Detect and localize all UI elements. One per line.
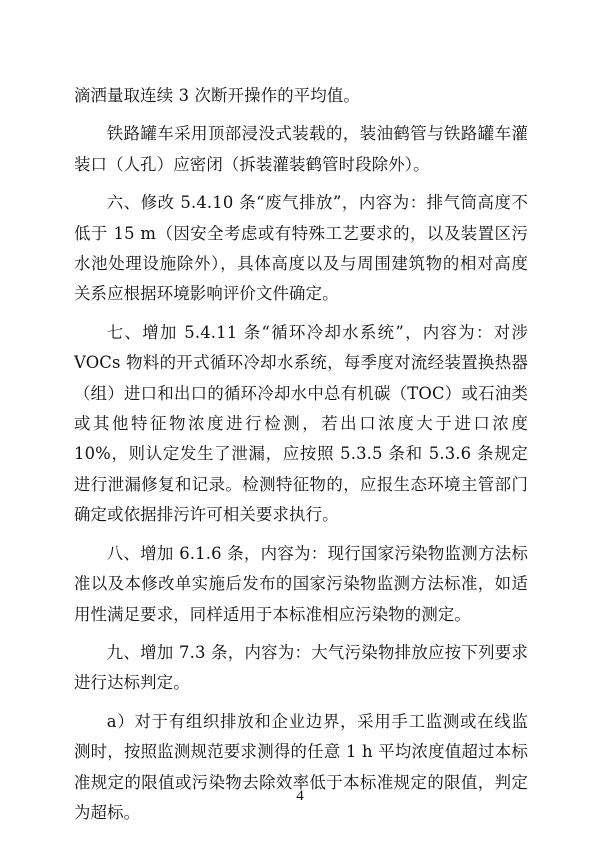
paragraph-gap <box>74 699 528 707</box>
paragraph-gap <box>74 180 528 188</box>
paragraph-item-9: 九、增加 7.3 条，内容为：大气污染物排放应按下列要求进行达标判定。 <box>74 642 528 693</box>
paragraph-railway-tank-loading: 铁路罐车采用顶部浸没式装载的，装油鹤管与铁路罐车灌装口（人孔）应密闭（拆装灌装鹤管时段除外）。 <box>74 124 528 174</box>
paragraph-gap <box>74 630 528 638</box>
paragraph-item-6: 六、修改 5.4.10 条“废气排放”，内容为：排气筒高度不低于 15 m（因安全考虑或有特殊工艺要求的，以及装置区污水池处理设施除外），具体高度以及与周围建筑物的相对高度关系应根据环境影响评价文件确定。 <box>74 193 528 304</box>
paragraph-continuation: 滴洒量取连续 3 次断开操作的平均值。 <box>74 86 360 105</box>
paragraph-gap <box>74 531 528 539</box>
paragraph-item-7: 七、增加 5.4.11 条“循环冷却水系统”，内容为：对涉 VOCs 物料的开式循环冷却水系统，每季度对流经装置换热器（组）进口和出口的循环冷却水中总有机碳（TOC）或石油类或其他特征物浓度进行检测，若出口浓度大于进口浓度 10%，则认定发生了泄漏，应按照 5.3.5 条和 5.3.6 条规定进行泄漏修复和记录。检测特征物的，应报生态环境主管部门确定或依据排污许可相关要求执行。 <box>74 322 528 525</box>
paragraph-gap <box>74 111 528 119</box>
paragraph-item-9a: a）对于有组织排放和企业边界，采用手工监测或在线监测时，按照监测规范要求测得的任意 1 h 平均浓度值超过本标准规定的限值或污染物去除效率低于本标准规定的限值，判定为超标。 <box>74 711 528 822</box>
paragraph-item-8: 八、增加 6.1.6 条，内容为：现行国家污染物监测方法标准以及本修改单实施后发布的国家污染物监测方法标准，如适用性满足要求，同样适用于本标准相应污染物的测定。 <box>74 543 528 624</box>
paragraph-gap <box>74 310 528 318</box>
document-body <box>74 81 528 828</box>
page-number: 4 <box>296 788 304 804</box>
